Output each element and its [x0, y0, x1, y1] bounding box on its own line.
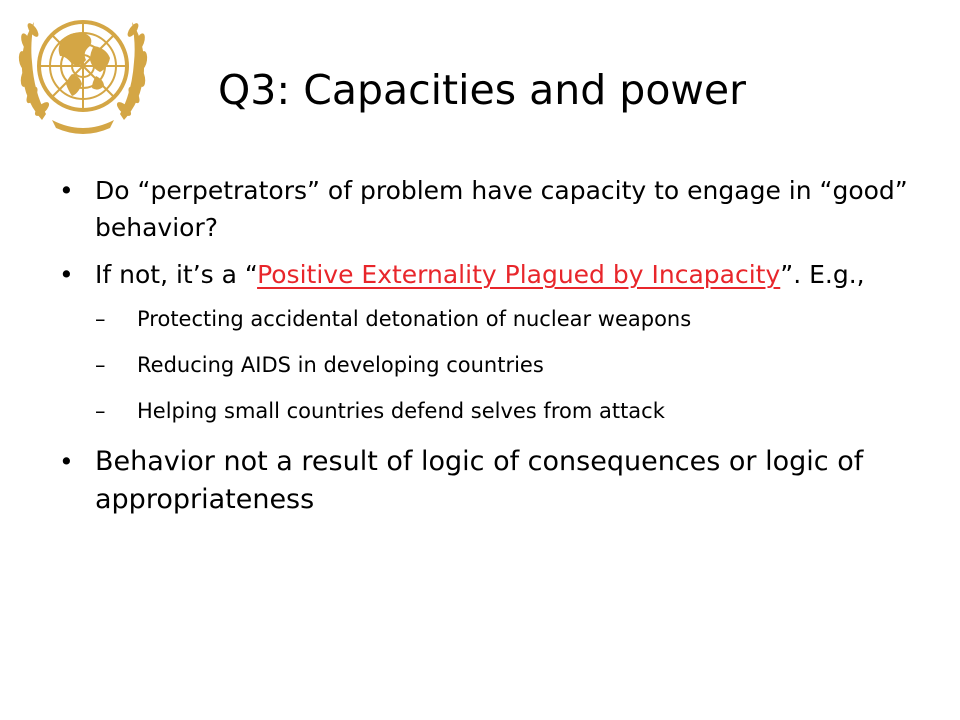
- sub-bullet-item: [95, 305, 935, 333]
- bullet-list: [55, 172, 935, 529]
- sub-bullet-list: [95, 305, 935, 425]
- bullet-text-prefix: If not, it’s a “: [95, 260, 258, 289]
- bullet-marker: •: [59, 260, 74, 289]
- un-emblem-icon: [12, 2, 154, 138]
- sub-bullet-item: [95, 351, 935, 379]
- sub-bullet-text: Reducing AIDS in developing countries: [137, 353, 544, 377]
- bullet-item: [55, 256, 935, 425]
- bullet-text-suffix: ”. E.g.,: [780, 260, 865, 289]
- sub-bullet-marker: –: [95, 399, 106, 423]
- slide-title: Q3: Capacities and power: [218, 66, 747, 114]
- sub-bullet-marker: –: [95, 307, 106, 331]
- bullet-text: Do “perpetrators” of problem have capacity to engage in “good” behavior?: [95, 176, 908, 242]
- bullet-item: [55, 172, 935, 246]
- sub-bullet-item: [95, 397, 935, 425]
- highlight-term: Positive Externality Plagued by Incapacity: [257, 260, 781, 289]
- sub-bullet-text: Protecting accidental detonation of nuclear weapons: [137, 307, 692, 331]
- bullet-marker: •: [59, 176, 74, 205]
- sub-bullet-marker: –: [95, 353, 106, 377]
- bullet-text: Behavior not a result of logic of consequences or logic of appropriateness: [95, 446, 864, 515]
- sub-bullet-text: Helping small countries defend selves from attack: [137, 399, 665, 423]
- bullet-item: [55, 443, 935, 519]
- bullet-marker: •: [59, 447, 74, 476]
